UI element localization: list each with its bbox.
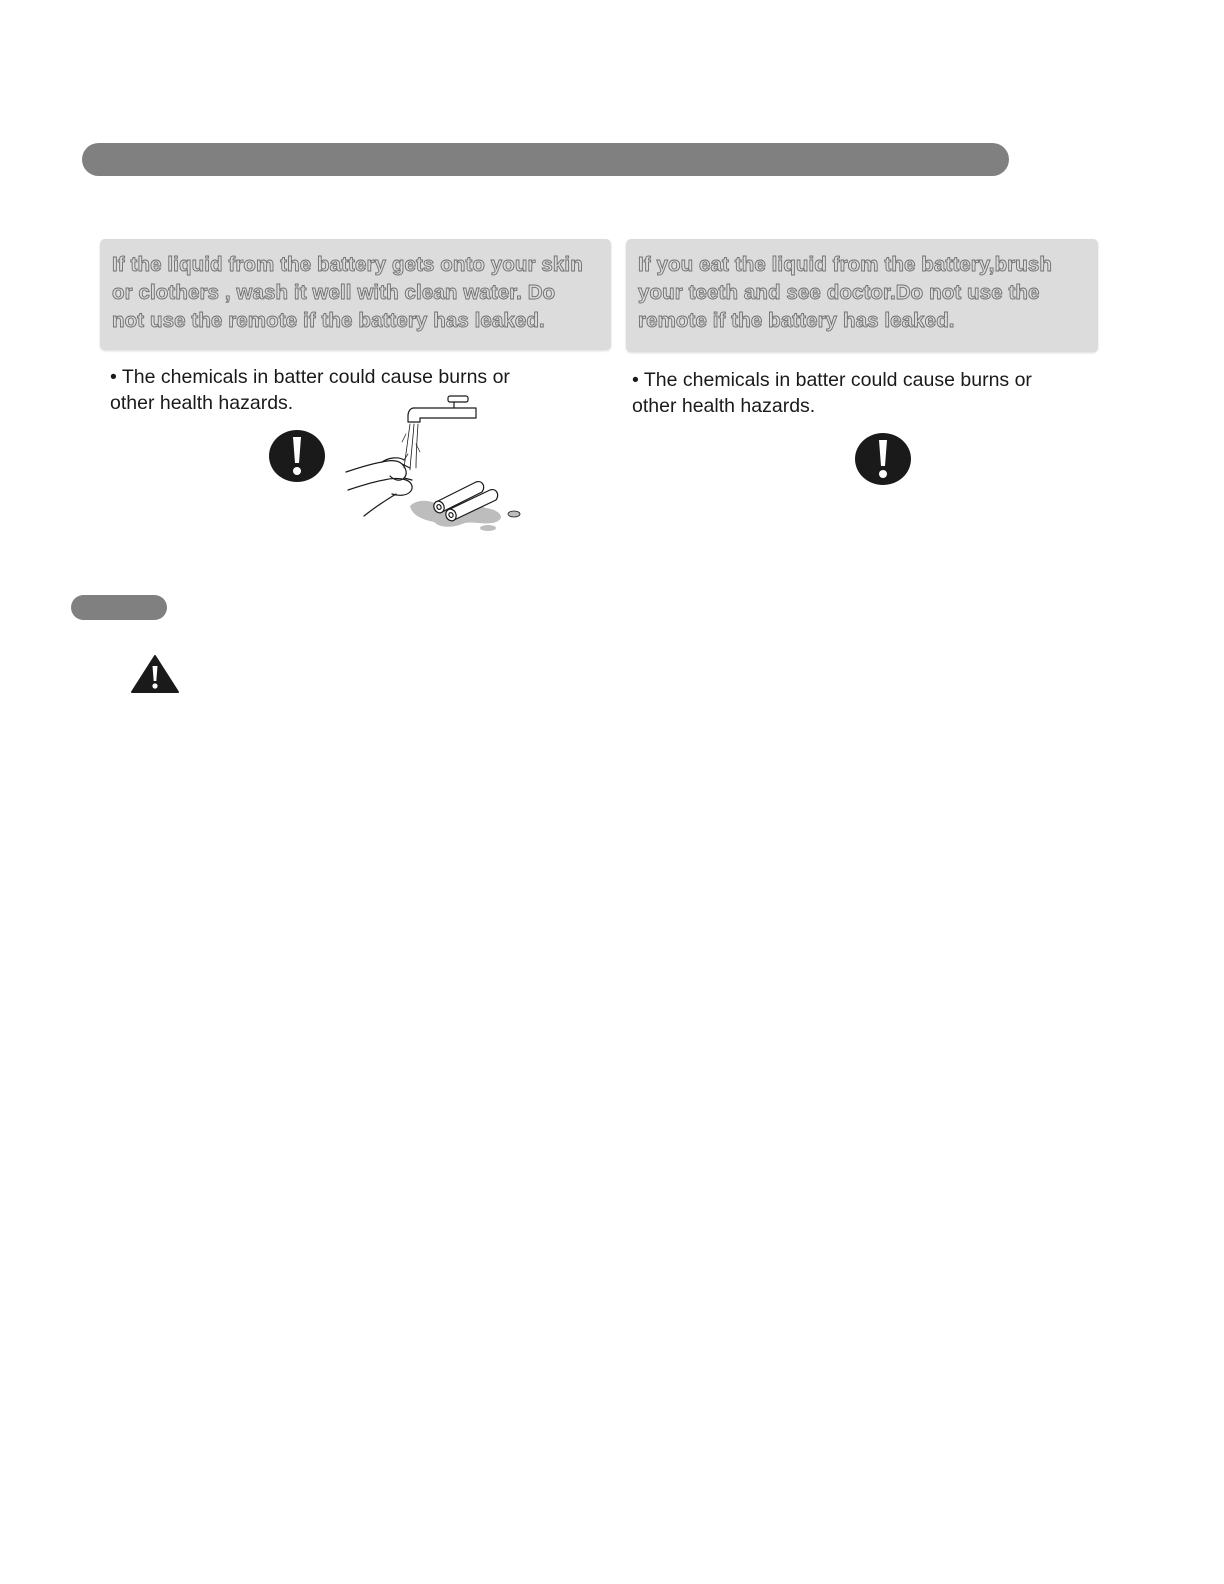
exclamation-circle-icon [268, 429, 326, 483]
callout-box-ingestion [626, 239, 1098, 352]
exclamation-circle-icon [854, 432, 912, 486]
callout-text-skin-contact: If the liquid from the battery gets onto your skin or clothers , wash it well with clean water. Do not use the remote if the battery has leaked. [112, 253, 583, 332]
section-header-bar [82, 143, 1009, 176]
callout-text-ingestion: If you eat the liquid from the battery,brush your teeth and see doctor.Do not use the remote if the battery has leaked. [638, 253, 1053, 332]
warning-triangle-icon [130, 654, 180, 694]
washing-hands-battery-leak-illustration [344, 394, 526, 536]
subsection-label-pill [71, 595, 167, 620]
bullet-chemical-hazard-right: • The chemicals in batter could cause burns or other health hazards. [632, 369, 1032, 417]
bullet-chemical-hazard-left: • The chemicals in batter could cause burns or other health hazards. [110, 366, 510, 414]
callout-box-skin-contact [100, 239, 611, 350]
